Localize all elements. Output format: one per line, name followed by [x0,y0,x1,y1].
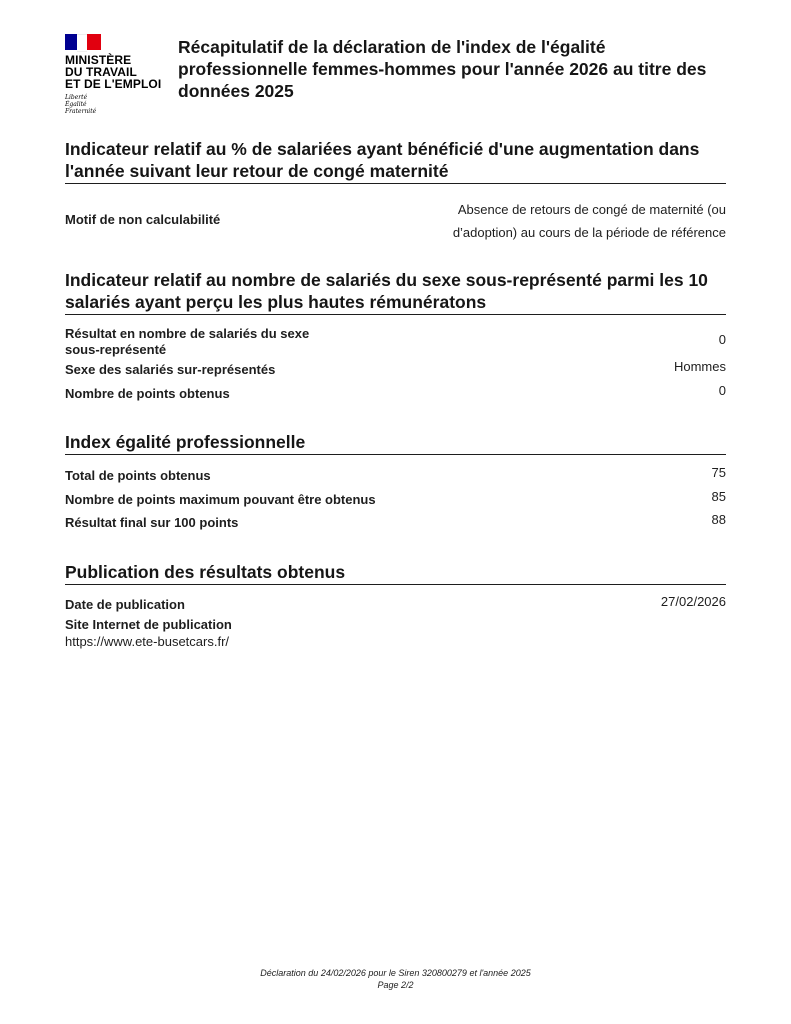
reason-value-line-2: d’adoption) au cours de la période de référence [452,225,726,240]
ministry-line-3: ET DE L'EMPLOI [65,77,162,91]
index-rows [65,465,726,538]
section-publication-title: Publication des résultats obtenus [65,561,726,585]
section-top10-title: Indicateur relatif au nombre de salariés du sexe sous-représenté parmi les 10 salariés ayant perçu les plus hautes rémunératons [65,269,726,315]
french-flag-icon [65,34,101,50]
row-value: 0 [718,332,726,347]
row-label: Résultat en nombre de salariés du sexe sous-représenté [65,326,310,357]
reason-label: Motif de non calculabilité [65,212,221,227]
maternity-reason-row [65,196,726,246]
section-index-title: Index égalité professionnelle [65,431,726,455]
row-value: Hommes [673,359,726,374]
row-label: Résultat final sur 100 points [65,515,239,530]
row-value: 85 [711,489,726,504]
publication-site-link[interactable]: https://www.ete-busetcars.fr/ [65,634,230,649]
row-label: Site Internet de publication [65,617,232,632]
row-value: 88 [711,512,726,527]
row-value: 75 [711,465,726,480]
ministry-logo [65,34,175,115]
page-footer [0,967,791,991]
top10-rows [65,326,726,406]
row-label: Sexe des salariés sur-représentés [65,362,276,377]
row-label: Date de publication [65,597,185,612]
republic-motto [65,94,175,115]
section-maternity [65,138,726,184]
motto-fraternite: Fraternité [65,108,97,115]
reason-value-line-1: Absence de retours de congé de maternité (ou [457,202,726,217]
row-label: Nombre de points obtenus [65,386,230,401]
section-publication [65,561,726,585]
document-title: Récapitulatif de la déclaration de l'index de l'égalité professionnelle femmes-hommes pour l'année 2026 au titre des données 2025 [178,37,707,101]
ministry-line-1: MINISTÈRE [65,53,132,67]
footer-declaration: Déclaration du 24/02/2026 pour le Siren 320800279 et l'année 2025 [260,968,531,978]
row-value: 27/02/2026 [660,594,726,609]
section-index [65,431,726,455]
motto-egalite: Égalité [65,101,87,108]
row-label: Total de points obtenus [65,468,211,483]
publication-rows [65,594,726,657]
row-value: 0 [718,383,726,398]
ministry-line-2: DU TRAVAIL [65,65,137,79]
row-label: Nombre de points maximum pouvant être obtenus [65,492,376,507]
section-maternity-title: Indicateur relatif au % de salariées ayant bénéficié d'une augmentation dans l'année suivant leur retour de congé maternité [65,138,726,184]
motto-liberte: Liberté [65,94,88,101]
section-top10 [65,269,726,315]
reason-value [396,198,726,244]
footer-page-number: Page 2/2 [377,980,414,990]
ministry-name [65,54,175,90]
